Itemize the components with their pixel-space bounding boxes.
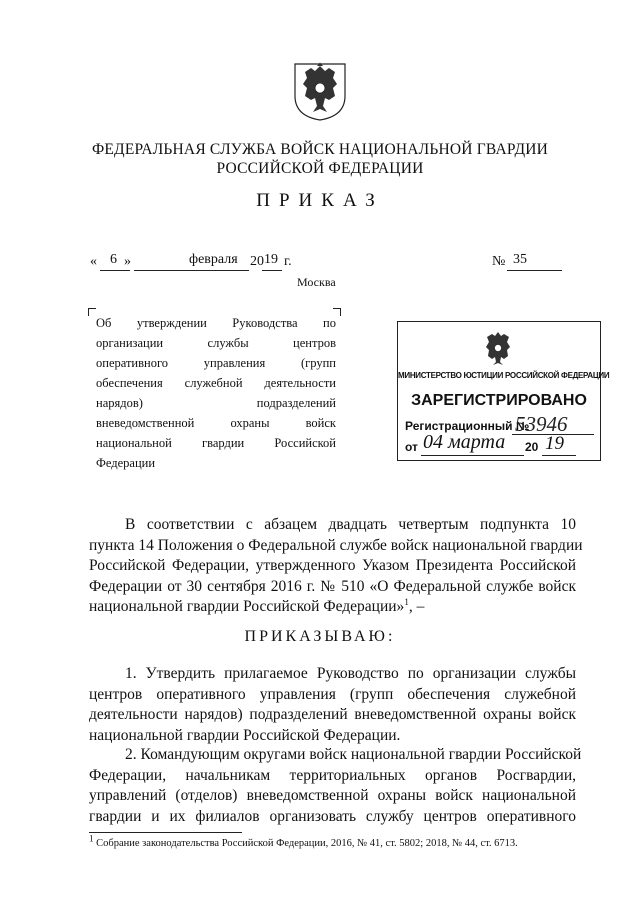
- order-item-1: [89, 664, 576, 746]
- order-heading: ПРИКАЗЫВАЮ:: [244, 628, 396, 645]
- paragraph-line: деятельности нарядов) подразделений вневедомственной охраны войск: [89, 706, 576, 723]
- paragraph-line: 1. Утвердить прилагаемое Руководство по организации службы: [125, 665, 576, 682]
- subject-line: организации службы центров: [96, 336, 336, 350]
- document-subject: [96, 313, 336, 473]
- date-year-suffix: 19: [264, 252, 278, 267]
- order-item-2: [89, 745, 582, 827]
- stamp-registered: ЗАРЕГИСТРИРОВАНО: [411, 392, 587, 409]
- paragraph-line: гвардии и их филиалов организовать службу центров оперативного: [89, 807, 576, 825]
- paragraph-line-last: [89, 597, 576, 618]
- date-month: февраля: [189, 252, 238, 267]
- order-number: 35: [513, 252, 527, 267]
- date-day: 6: [110, 252, 117, 267]
- document-title: ПРИКАЗ: [256, 190, 384, 211]
- paragraph-line: пункта 14 Положения о Федеральной службе войск национальной гвардии: [89, 536, 583, 554]
- stamp-year-prefix: 20: [525, 440, 539, 454]
- subject-bracket-left: [88, 308, 96, 316]
- subject-line: Федерации: [96, 456, 156, 470]
- footnote-reference: 1: [404, 596, 409, 607]
- date-year-abbr: г.: [284, 254, 292, 269]
- paragraph-line: национальной гвардии Российской Федерации.: [89, 726, 401, 744]
- stamp-date: 04 марта: [423, 431, 506, 453]
- stamp-year-underline: [542, 454, 576, 456]
- date-close-quote: »: [124, 254, 131, 269]
- organization-name-line2: РОССИЙСКОЙ ФЕДЕРАЦИИ: [216, 160, 424, 177]
- subject-line: вневедомственной охраны войск: [96, 416, 336, 430]
- stamp-date-underline: [421, 454, 524, 456]
- date-year-prefix: 20: [250, 254, 264, 269]
- preamble-paragraph: [89, 515, 583, 618]
- coat-of-arms-emblem: [293, 62, 347, 122]
- paragraph-line: В соответствии с абзацем двадцать четвертым подпункта 10: [125, 516, 576, 533]
- footnote-separator: [89, 832, 242, 833]
- stamp-reg-label: Регистрационный №: [405, 419, 530, 433]
- stamp-ministry: МИНИСТЕРСТВО ЮСТИЦИИ РОССИЙСКОЙ ФЕДЕРАЦИИ: [398, 371, 610, 380]
- paragraph-line: Российской Федерации, утвержденного Указом Президента Российской: [89, 557, 576, 574]
- stamp-year: 19: [545, 433, 564, 454]
- date-open-quote: «: [90, 254, 97, 269]
- subject-line: оперативного управления (групп: [96, 356, 336, 370]
- paragraph-line: 2. Командующим округами войск национальной гвардии Российской: [125, 746, 582, 763]
- subject-line: Об утверждении Руководства по: [96, 316, 336, 330]
- paragraph-line: национальной гвардии Российской Федерации»: [89, 598, 405, 615]
- date-month-underline: [134, 269, 249, 271]
- paragraph-tail: , –: [408, 598, 425, 615]
- subject-line: нарядов) подразделений: [96, 396, 336, 410]
- paragraph-line: центров оперативного управления (групп обеспечения служебной: [89, 685, 576, 703]
- footnote: [89, 833, 518, 849]
- date-year-underline: [262, 269, 282, 271]
- stamp-reg-number: 53946: [515, 412, 568, 436]
- city: Москва: [297, 275, 336, 289]
- footnote-marker: 1: [89, 833, 94, 844]
- number-sign: №: [492, 254, 506, 269]
- subject-line: национальной гвардии Российской: [96, 436, 336, 450]
- footnote-text: Собрание законодательства Российской Федерации, 2016, № 41, ст. 5802; 2018, № 44, ст. 6713.: [96, 838, 518, 849]
- order-number-underline: [507, 269, 562, 271]
- stamp-from-label: от: [405, 440, 418, 454]
- organization-name-line1: ФЕДЕРАЛЬНАЯ СЛУЖБА ВОЙСК НАЦИОНАЛЬНОЙ ГВАРДИИ: [91, 141, 549, 158]
- paragraph-line: Федерации от 30 сентября 2016 г. № 510 «О Федеральной службе войск: [89, 577, 576, 595]
- paragraph-line: Федерации, начальникам территориальных органов Росгвардии,: [89, 766, 576, 784]
- stamp-emblem-icon: [479, 329, 517, 367]
- paragraph-line: управлений (отделов) вневедомственной охраны войск национальной: [89, 787, 576, 804]
- subject-line: обеспечения служебной деятельности: [96, 376, 336, 390]
- date-day-underline: [100, 269, 130, 271]
